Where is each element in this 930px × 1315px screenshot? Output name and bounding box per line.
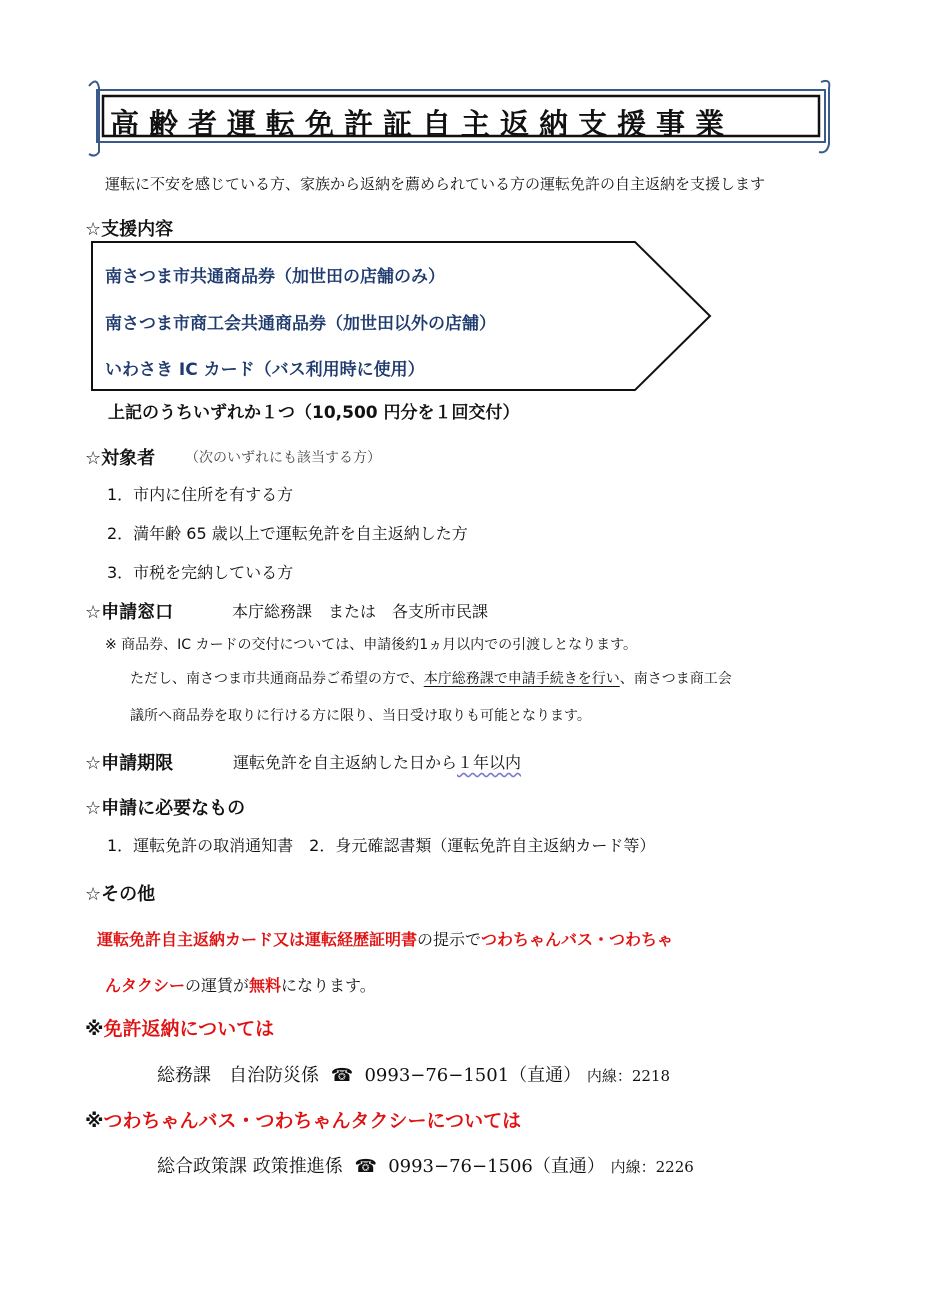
period-heading: ☆申請期限 — [85, 753, 174, 774]
page-title: 高齢者運転免許証自主返納支援事業 — [110, 107, 735, 141]
eligibility-item: 2．満年齢 65 歳以上で運転免許を自主返納した方 — [107, 524, 468, 543]
window-heading: ☆申請窓口 — [85, 602, 174, 623]
other-heading: ☆その他 — [85, 884, 156, 905]
contact2-line: 総合政策課 政策推進係 ☎ 0993−76−1506（直通） 内線：2226 — [157, 1156, 694, 1177]
eligibility-subheading: （次のいずれにも該当する方） — [185, 450, 381, 466]
eligibility-item: 1．市内に住所を有する方 — [107, 485, 294, 504]
contact1-line: 総務課 自治防災係 ☎ 0993−76−1501（直通） 内線：2218 — [157, 1065, 671, 1086]
support-item: 南さつま市共通商品券（加世田の店舗のみ） — [105, 267, 445, 287]
support-heading: ☆支援内容 — [85, 219, 174, 240]
lead-text: 運転に不安を感じている方、家族から返納を薦められている方の運転免許の自主返納を支援します — [105, 175, 766, 193]
eligibility-heading: ☆対象者 — [85, 448, 156, 469]
phone-icon: ☎ — [330, 1065, 354, 1086]
contact1-heading: ※免許返納については — [85, 1018, 275, 1040]
phone-icon: ☎ — [354, 1156, 377, 1177]
support-summary: 上記のうちいずれか１つ（10,500 円分を１回交付） — [108, 403, 520, 423]
other-line: んタクシーの運賃が無料になります。 — [105, 976, 376, 995]
support-item: 南さつま市商工会共通商品券（加世田以外の店舗） — [105, 314, 496, 334]
other-line: 運転免許自主返納カード又は運転経歴証明書の提示でつわちゃんバス・つわちゃ — [97, 930, 674, 949]
window-note: 議所へ商品券を取りに行ける方に限り、当日受け取りも可能となります。 — [130, 708, 591, 724]
required-heading: ☆申請に必要なもの — [85, 798, 246, 819]
required-value: 1．運転免許の取消通知書 2．身元確認書類（運転免許自主返納カード等） — [107, 836, 656, 855]
contact2-heading: ※つわちゃんバス・つわちゃんタクシーについては — [85, 1110, 522, 1132]
eligibility-item: 3．市税を完納している方 — [107, 563, 294, 582]
period-value: 運転免許を自主返納した日から１年以内 — [233, 753, 522, 772]
window-note: ※ 商品券、IC カードの交付については、申請後約1ヵ月以内での引渡しとなります。 — [105, 637, 638, 653]
window-value: 本庁総務課 または 各支所市民課 — [232, 602, 489, 621]
support-item: いわさき IC カード（バス利用時に使用） — [105, 360, 425, 380]
window-note: ただし、南さつま市共通商品券ご希望の方で、本庁総務課で申請手続きを行い、南さつま商工会 — [130, 671, 732, 687]
